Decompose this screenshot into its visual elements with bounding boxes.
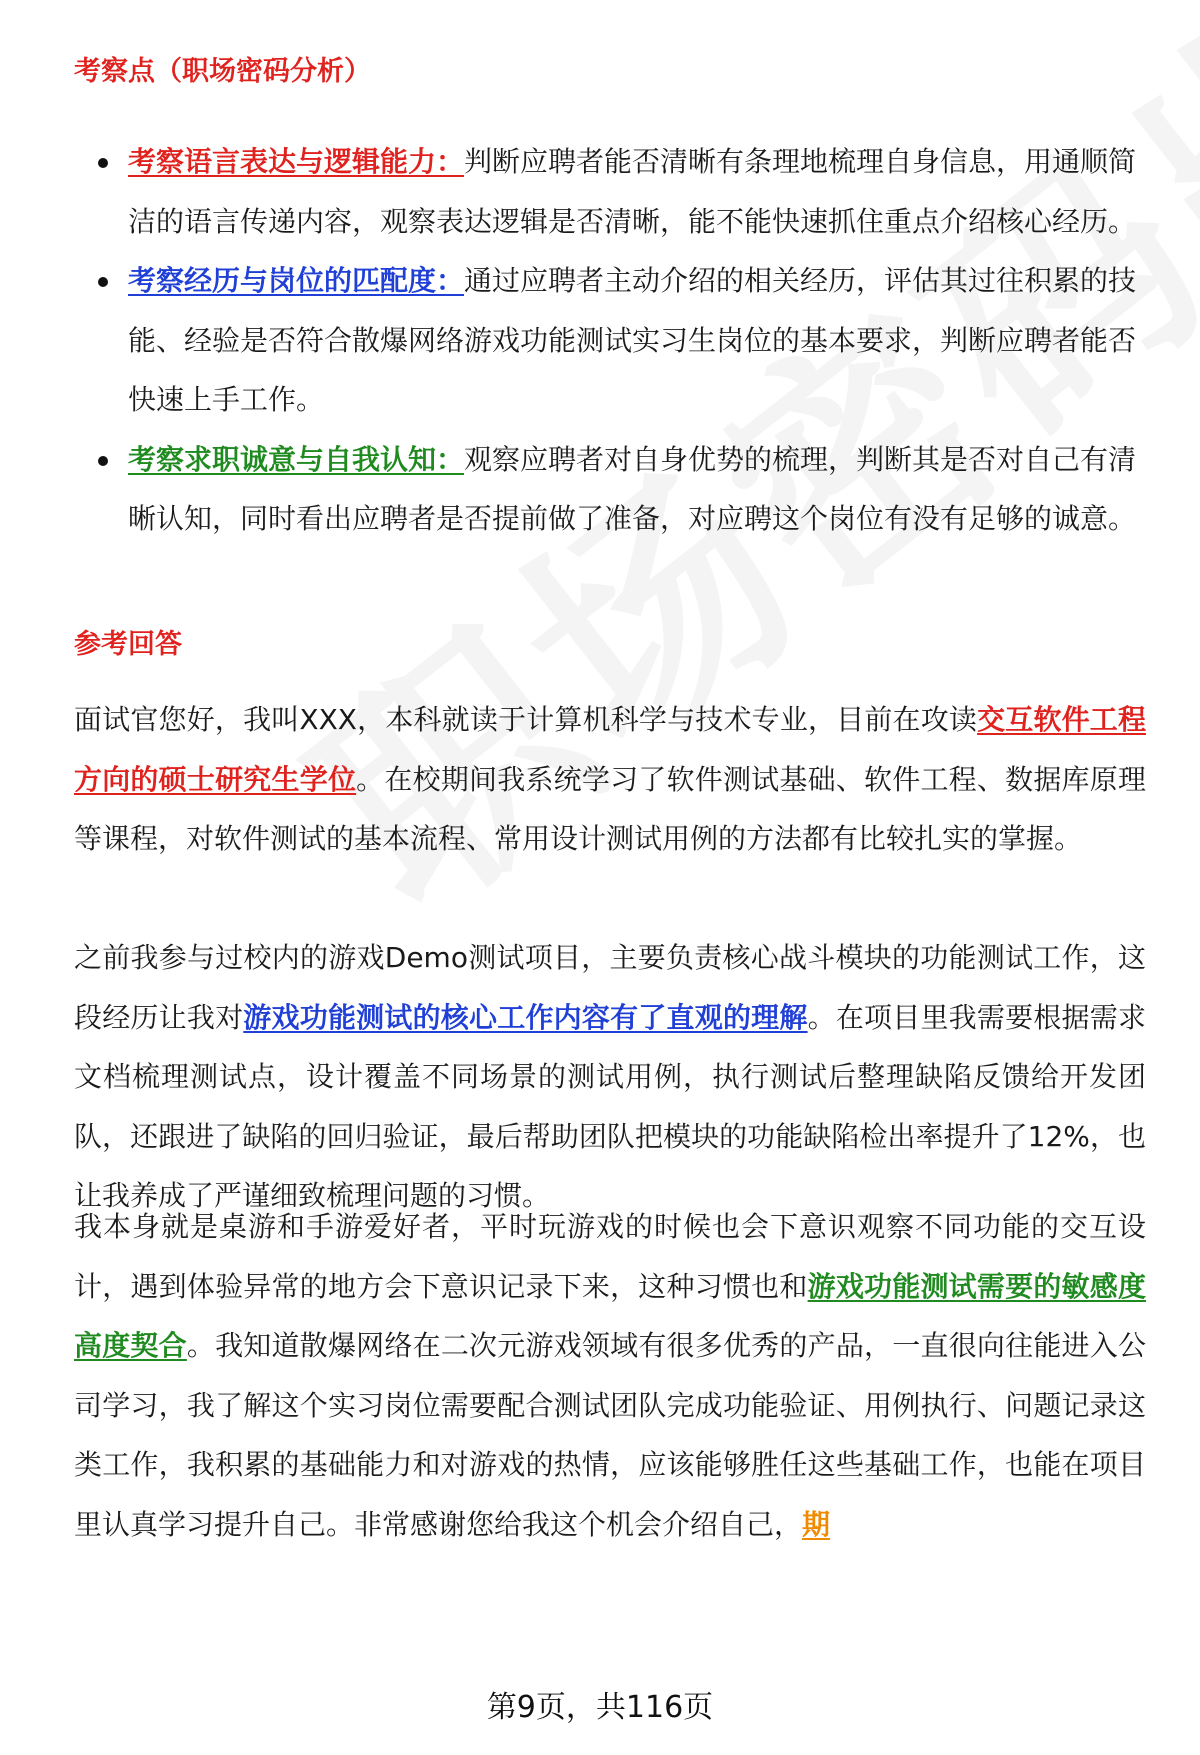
highlight-degree: 交互软件工程方向的硕士研究生学位 [74,703,1146,796]
highlight-understanding: 游戏功能测试的核心工作内容有了直观的理解 [243,1000,808,1034]
text: 。在项目里我需要根据需求文档梳理测试点，设计覆盖不同场景的测试用例，执行测试后整理缺陷反馈给开发团队，还跟进了缺陷的回归验证，最后帮助团队把模块的功能缺陷检出率提升了12%，也让我养成了严谨细致梳理问题的习惯。 [74,1000,1146,1212]
list-item [74,251,1144,430]
assessment-list [74,132,1144,549]
list-item [74,430,1144,549]
text: 我本身就是桌游和手游爱好者，平时玩游戏的时候也会下意识观察不同功能的交互设计，遇到体验异常的地方会下意识记录下来，这种习惯也和 [74,1210,1146,1303]
text: 之前我参与过校内的游戏Demo测试项目，主要负责核心战斗模块的功能测试工作，这段经历让我对 [74,941,1146,1034]
keyword-sincerity: 考察求职诚意与自我认知： [128,442,465,476]
text: 。在校期间我系统学习了软件测试基础、软件工程、数据库原理等课程，对软件测试的基本流程、常用设计测试用例的方法都有比较扎实的掌握。 [74,762,1146,855]
answer-paragraph-1 [74,690,1146,869]
keyword-language: 考察语言表达与逻辑能力： [128,145,465,178]
answer-paragraph-2 [74,928,1146,1226]
section-heading-assessment: 考察点（职场密码分析） [74,56,371,87]
text: 。我知道散爆网络在二次元游戏领域有很多优秀的产品，一直很向往能进入公司学习，我了解这个实习岗位需要配合测试团队完成功能验证、用例执行、问题记录这类工作，我积累的基础能力和对游戏的热情，应该能够胜任这些基础工作，也能在项目里认真学习提升自己。非常感谢您给我这个机会介绍自己， [74,1329,1146,1541]
section-heading-answer: 参考回答 [74,629,182,660]
item-text: 通过应聘者主动介绍的相关经历，评估其过往积累的技能、经验是否符合散爆网络游戏功能测试实习生岗位的基本要求，判断应聘者能否快速上手工作。 [128,264,1137,416]
answer-paragraph-3 [74,1197,1146,1554]
highlight-sensitivity: 游戏功能测试需要的敏感度高度契合 [74,1269,1146,1362]
item-text: 判断应聘者能否清晰有条理地梳理自身信息，用通顺简洁的语言传递内容，观察表达逻辑是否清晰，能不能快速抓住重点介绍核心经历。 [128,145,1137,238]
highlight-continued: 期 [802,1507,831,1541]
text: 面试官您好，我叫XXX，本科就读于计算机科学与技术专业，目前在攻读 [74,703,978,736]
list-item [74,132,1144,251]
page-number: 第9页，共116页 [486,1690,714,1725]
item-text: 观察应聘者对自身优势的梳理，判断其是否对自己有清晰认知，同时看出应聘者是否提前做了准备，对应聘这个岗位有没有足够的诚意。 [128,442,1137,535]
keyword-match: 考察经历与岗位的匹配度： [128,264,465,297]
